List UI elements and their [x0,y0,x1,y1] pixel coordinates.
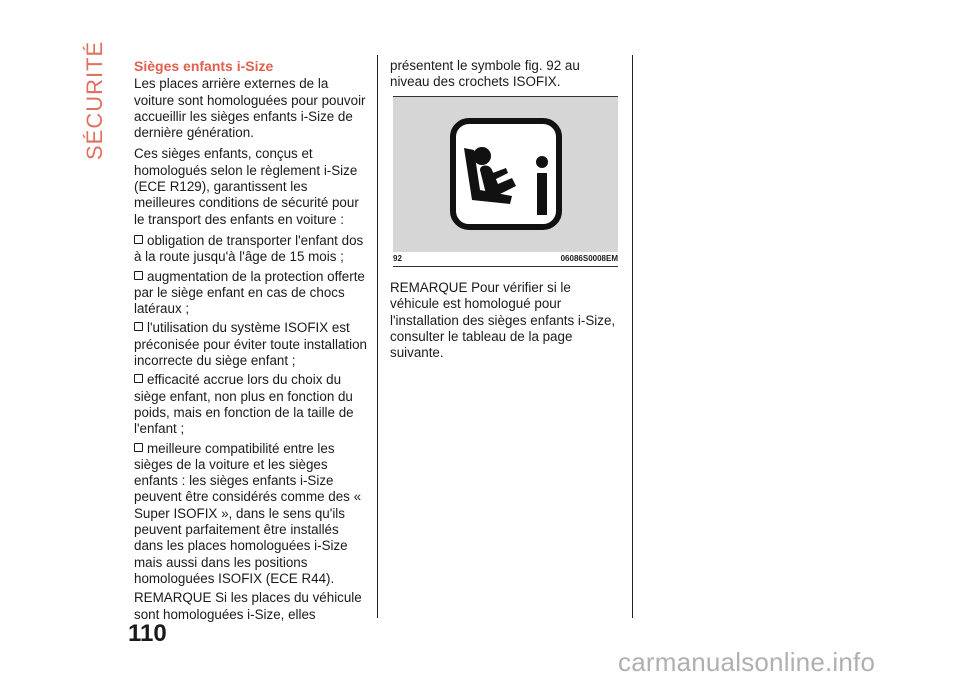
figure-92 [393,96,618,252]
checkbox-bullet-icon [134,235,143,244]
checkbox-bullet-icon [134,271,143,280]
figure-caption [393,254,618,267]
bullet-item: augmentation de la protection offerte par le siège enfant en cas de chocs latéraux ; [134,268,365,317]
bullet-item: obligation de transporter l'enfant dos à la route jusqu'à l'âge de 15 mois ; [134,232,364,265]
checkbox-bullet-icon [134,322,143,331]
side-tab-securite [80,40,120,160]
figure-code: 06086S0008EM [560,254,618,263]
i-size-child-seat-icon [450,118,562,230]
page-number: 110 [128,620,167,647]
bullet-item: l'utilisation du système ISOFIX est préconisée pour éviter toute installation incorrecte du siège enfant ; [134,320,367,369]
symbol-paragraph: présentent le symbole fig. 92 au niveau des crochets ISOFIX. [390,58,580,90]
right-column-bottom [390,280,622,366]
column-divider [632,55,633,618]
checkbox-bullet-icon [134,374,143,383]
intro-paragraph: Les places arrière externes de la voiture sont homologuées pour pouvoir accueillir les sièges enfants i-Size de dernière génération. [134,76,366,141]
right-column-top [390,58,622,96]
checkbox-bullet-icon [134,443,143,452]
remark-paragraph: REMARQUE Si les places du véhicule sont homologuées i-Size, elles [134,590,362,622]
column-divider [377,55,378,618]
side-tab-label: SÉCURITÉ [82,40,107,160]
remark-paragraph-2: REMARQUE Pour vérifier si le véhicule est homologué pour l'installation des sièges enfants i-Size, consulter le tableau de la page suivante. [390,280,616,361]
left-column [134,58,370,628]
section-title: Sièges enfants i-Size [134,58,274,74]
bullet-item: efficacité accrue lors du choix du siège enfant, non plus en fonction du poids, mais en fonction de la taille de l'enfant ; [134,372,354,437]
bullet-item: meilleure compatibilité entre les sièges de la voiture et les sièges enfants : les sièges enfants i-Size peuvent être considérés comme des « Super ISOFIX », dans le sens qu'ils peuvent parfaitement être installés dans les places homologuées i-Size mais aussi dans les positions homologuées ISOFIX (ECE R44). [134,440,362,586]
watermark: carmanualsonline.info [618,647,876,677]
description-paragraph: Ces sièges enfants, conçus et homologués selon le règlement i-Size (ECE R129), garantissent les meilleures conditions de sécurité pour le transport des enfants en voiture : [134,146,359,227]
figure-number: 92 [393,254,402,263]
